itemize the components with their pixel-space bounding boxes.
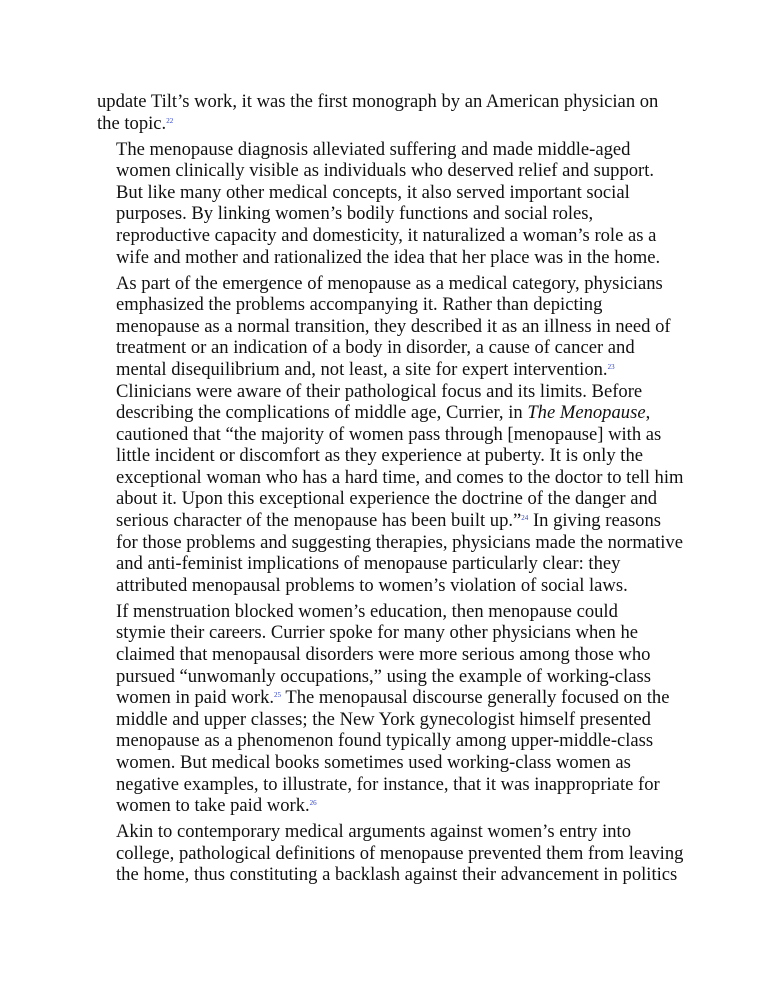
text-run: women in paid work. <box>116 687 275 709</box>
text-line <box>97 359 679 381</box>
text-run: negative examples, to illustrate, for instance, that it was inappropriate for <box>116 773 660 795</box>
footnote-ref-link[interactable]: 26 <box>309 799 317 808</box>
text-line <box>97 488 679 510</box>
text-line <box>97 795 679 817</box>
text-line <box>97 864 679 886</box>
text-run: serious character of the menopause has been built up.” <box>116 510 522 532</box>
book-title: The Menopause <box>527 402 646 424</box>
text-run: If menstruation blocked women’s education, then menopause could <box>116 600 618 622</box>
text-run: describing the complications of middle age, Currier, in <box>116 402 528 424</box>
text-line <box>97 687 679 709</box>
text-run: update Tilt’s work, it was the first monograph by an American physician on <box>97 91 659 112</box>
text-line <box>97 113 679 135</box>
text-run: and anti-feminist implications of menopause particularly clear: they <box>116 553 621 575</box>
text-run: , <box>645 402 651 424</box>
text-line <box>97 531 683 554</box>
footnote-ref-link[interactable]: 24 <box>521 514 529 523</box>
text-run: reproductive capacity and domesticity, it naturalized a woman’s role as a <box>116 224 657 246</box>
text-run: The menopause diagnosis alleviated suffering and made middle-aged <box>116 138 631 160</box>
text-line <box>97 730 679 752</box>
text-run: emphasized the problems accompanying it. Rather than depicting <box>116 294 603 316</box>
text-run: cautioned that “the majority of women pass through [menopause] with as <box>116 423 662 445</box>
text-run: little incident or discomfort as they experience at puberty. It is only the <box>116 445 644 467</box>
text-run: Clinicians were aware of their pathological focus and its limits. Before <box>116 380 643 402</box>
text-line <box>97 337 679 359</box>
footnote-ref-link[interactable]: 22 <box>166 116 174 125</box>
body-paragraph <box>97 821 684 886</box>
text-line <box>97 91 679 113</box>
text-run: women. But medical books sometimes used working-class women as <box>116 751 631 773</box>
text-run: As part of the emergence of menopause as a medical category, physicians <box>116 272 663 294</box>
text-run: exceptional woman who has a hard time, and comes to the doctor to tell him <box>116 466 684 488</box>
text-line <box>97 510 679 532</box>
text-run: But like many other medical concepts, it also served important social <box>116 181 630 203</box>
text-run: mental disequilibrium and, not least, a site for expert intervention. <box>116 358 608 380</box>
footnote-ref-link[interactable]: 25 <box>274 691 282 700</box>
text-run: for those problems and suggesting therapies, physicians made the normative <box>116 531 683 553</box>
text-run: The menopausal discourse generally focused on the <box>281 687 670 709</box>
text-line <box>97 553 679 575</box>
text-line <box>97 752 679 774</box>
text-run: menopause as a normal transition, they described it as an illness in need of <box>116 315 671 337</box>
text-run: women to take paid work. <box>116 795 310 817</box>
text-run: purposes. By linking women’s bodily functions and social roles, <box>116 203 594 225</box>
body-paragraph <box>97 601 679 817</box>
body-paragraph <box>97 139 679 269</box>
text-line <box>97 160 679 182</box>
text-line <box>97 381 679 403</box>
text-line <box>97 575 679 597</box>
text-line <box>97 774 679 796</box>
text-run: attributed menopausal problems to women’s violation of social laws. <box>116 574 628 596</box>
footnote-ref-link[interactable]: 23 <box>607 362 615 371</box>
text-line <box>97 466 684 489</box>
text-line <box>97 294 679 316</box>
text-run: Akin to contemporary medical arguments against women’s entry into <box>116 821 631 843</box>
text-run: stymie their careers. Currier spoke for many other physicians when he <box>116 622 639 644</box>
text-line <box>97 601 679 623</box>
text-line <box>97 316 679 338</box>
body-paragraph <box>97 272 684 597</box>
text-line <box>97 644 679 666</box>
text-run: women clinically visible as individuals who deserved relief and support. <box>116 160 655 182</box>
text-run: about it. Upon this exceptional experience the doctrine of the danger and <box>116 488 658 510</box>
body-paragraph <box>97 91 679 134</box>
text-line <box>97 247 679 269</box>
text-run: pursued “unwomanly occupations,” using the example of working-class <box>116 665 651 687</box>
document-page <box>97 91 684 886</box>
text-run: In giving reasons <box>528 510 662 532</box>
text-run: the home, thus constituting a backlash against their advancement in politics <box>116 864 678 886</box>
text-line <box>97 424 679 446</box>
text-run: college, pathological definitions of menopause prevented them from leaving <box>116 842 684 864</box>
text-line <box>97 225 679 247</box>
text-line <box>97 273 679 295</box>
text-line <box>97 445 679 467</box>
text-line <box>97 203 679 225</box>
text-line <box>97 842 684 865</box>
text-run: menopause as a phenomenon found typically among upper-middle-class <box>116 730 654 752</box>
text-line <box>97 821 679 843</box>
text-line <box>97 182 679 204</box>
text-line <box>97 622 679 644</box>
text-run: middle and upper classes; the New York gynecologist himself presented <box>116 708 651 730</box>
text-run: treatment or an indication of a body in disorder, a cause of cancer and <box>116 337 635 359</box>
text-line <box>97 402 679 424</box>
text-line <box>97 666 679 688</box>
text-line <box>97 139 679 161</box>
text-run: claimed that menopausal disorders were more serious among those who <box>116 644 651 666</box>
text-run: wife and mother and rationalized the idea that her place was in the home. <box>116 246 661 268</box>
text-line <box>97 709 679 731</box>
text-run: the topic. <box>97 112 167 134</box>
